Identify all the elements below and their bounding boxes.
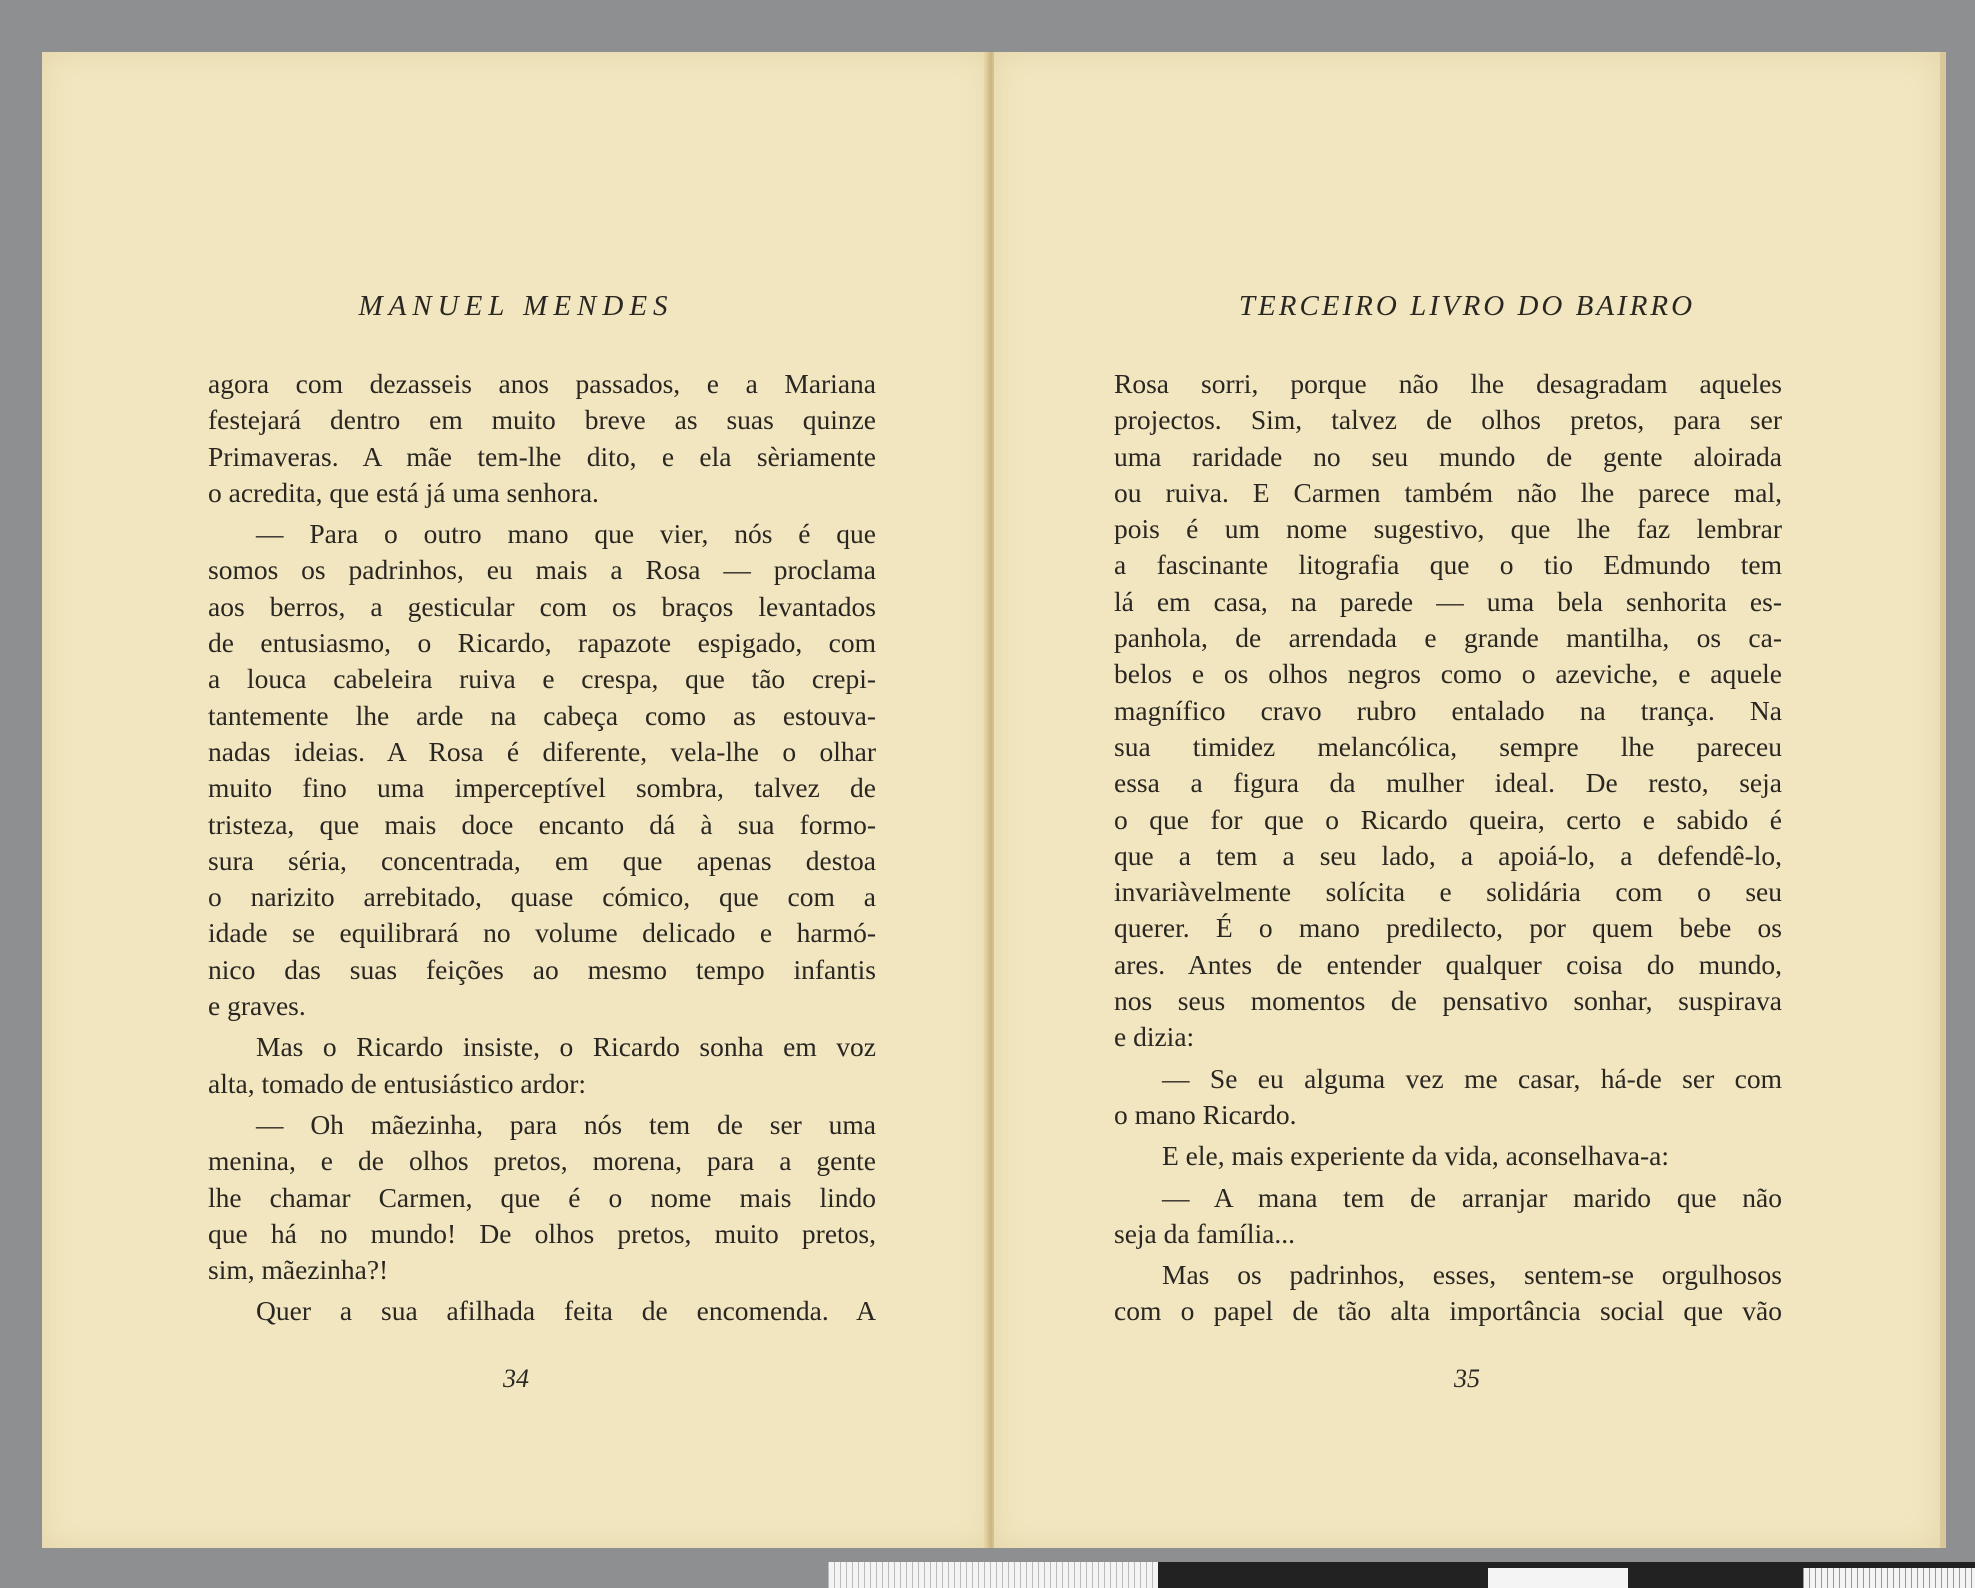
- text-line: nico das suas feições ao mesmo tempo infantis: [208, 953, 876, 985]
- body-text: [1114, 366, 1782, 1335]
- text-line: que há no mundo! De olhos pretos, muito pretos,: [208, 1217, 876, 1249]
- text-line: sim, mãezinha?!: [208, 1254, 389, 1286]
- text-line: Primaveras. A mãe tem-lhe dito, e ela sèriamente: [208, 440, 876, 472]
- text-line: sua timidez melancólica, sempre lhe pareceu: [1114, 730, 1782, 762]
- text-line: Mas o Ricardo insiste, o Ricardo sonha em voz: [256, 1031, 876, 1063]
- text-line: magnífico cravo rubro entalado na trança. Na: [1114, 694, 1782, 726]
- text-line: — Oh mãezinha, para nós tem de ser uma: [256, 1108, 876, 1140]
- text-line: aos berros, a gesticular com os braços levantados: [208, 590, 876, 622]
- text-line: a fascinante litografia que o tio Edmundo tem: [1114, 549, 1782, 581]
- running-header: TERCEIRO LIVRO DO BAIRRO: [1238, 290, 1696, 322]
- text-line: seja da família...: [1114, 1217, 1295, 1249]
- text-line: uma raridade no seu mundo de gente aloirada: [1114, 440, 1782, 472]
- body-text: [208, 366, 876, 1335]
- text-line: ou ruiva. E Carmen também não lhe parece mal,: [1114, 476, 1782, 508]
- paragraph: [1114, 1180, 1782, 1253]
- paragraph: [208, 1293, 876, 1329]
- paragraph: [1114, 1257, 1782, 1330]
- text-line: panhola, de arrendada e grande mantilha, os ca-: [1114, 622, 1782, 654]
- text-line: — Para o outro mano que vier, nós é que: [256, 518, 876, 550]
- text-line: menina, e de olhos pretos, morena, para a gente: [208, 1145, 876, 1177]
- text-line: o narizito arrebitado, quase cómico, que com a: [208, 881, 876, 913]
- text-line: ares. Antes de entender qualquer coisa do mundo,: [1114, 948, 1782, 980]
- paragraph: [208, 1029, 876, 1102]
- scan-scale-ruler: [828, 1562, 1975, 1588]
- text-line: belos e os olhos negros como o azeviche, e aquele: [1114, 658, 1782, 690]
- text-line: nadas ideias. A Rosa é diferente, vela-lhe o olhar: [208, 735, 876, 767]
- text-line: nos seus momentos de pensativo sonhar, suspirava: [1114, 985, 1782, 1017]
- text-line: o acredita, que está já uma senhora.: [208, 476, 599, 508]
- text-line: o que for que o Ricardo queira, certo e sabido é: [1114, 803, 1782, 835]
- text-line: com o papel de tão alta importância social que vão: [1114, 1295, 1782, 1327]
- text-line: lá em casa, na parede — uma bela senhorita es-: [1114, 585, 1782, 617]
- paragraph: [208, 1107, 876, 1288]
- text-line: lhe chamar Carmen, que é o nome mais lindo: [208, 1181, 876, 1213]
- text-line: tantemente lhe arde na cabeça como as estouva-: [208, 699, 876, 731]
- text-line: essa a figura da mulher ideal. De resto, seja: [1114, 767, 1782, 799]
- paragraph: [1114, 366, 1782, 1056]
- text-line: Rosa sorri, porque não lhe desagradam aqueles: [1114, 368, 1782, 399]
- text-line: e graves.: [208, 990, 306, 1022]
- paragraph: [208, 516, 876, 1024]
- text-line: que a tem a seu lado, a apoiá-lo, a defendê-lo,: [1114, 839, 1782, 871]
- text-line: somos os padrinhos, eu mais a Rosa — proclama: [208, 554, 876, 586]
- text-line: E ele, mais experiente da vida, aconselhava-a:: [1162, 1140, 1669, 1172]
- text-line: projectos. Sim, talvez de olhos pretos, para ser: [1114, 404, 1782, 436]
- paragraph: [208, 366, 876, 511]
- text-line: muito fino uma imperceptível sombra, talvez de: [208, 772, 876, 804]
- text-line: de entusiasmo, o Ricardo, rapazote espigado, com: [208, 627, 876, 659]
- text-line: — Se eu alguma vez me casar, há-de ser com: [1162, 1062, 1782, 1094]
- text-line: o mano Ricardo.: [1114, 1098, 1297, 1130]
- text-line: e dizia:: [1114, 1021, 1195, 1053]
- text-line: pois é um nome sugestivo, que lhe faz lembrar: [1114, 513, 1782, 545]
- page-number: 34: [503, 1364, 529, 1393]
- text-line: Mas os padrinhos, esses, sentem-se orgulhosos: [1162, 1259, 1782, 1291]
- text-line: festejará dentro em muito breve as suas quinze: [208, 404, 876, 436]
- paragraph: [1114, 1138, 1782, 1174]
- text-line: idade se equilibrará no volume delicado e harmó-: [208, 917, 876, 949]
- text-line: agora com dezasseis anos passados, e a Mariana: [208, 368, 876, 399]
- text-line: a louca cabeleira ruiva e crespa, que tão crepi-: [208, 663, 876, 695]
- right-page: [994, 52, 1946, 1548]
- text-line: Quer a sua afilhada feita de encomenda. A: [256, 1295, 876, 1327]
- text-line: tristeza, que mais doce encanto dá à sua formo-: [208, 808, 876, 840]
- paragraph: [1114, 1061, 1782, 1134]
- running-header: MANUEL MENDES: [358, 290, 674, 322]
- text-line: sura séria, concentrada, em que apenas destoa: [208, 844, 876, 876]
- left-page: [42, 52, 990, 1548]
- text-line: — A mana tem de arranjar marido que não: [1162, 1181, 1782, 1213]
- page-number: 35: [1454, 1364, 1480, 1393]
- text-line: invariàvelmente solícita e solidária com o seu: [1114, 876, 1782, 908]
- text-line: querer. É o mano predilecto, por quem bebe os: [1114, 912, 1782, 944]
- text-line: alta, tomado de entusiástico ardor:: [208, 1067, 587, 1099]
